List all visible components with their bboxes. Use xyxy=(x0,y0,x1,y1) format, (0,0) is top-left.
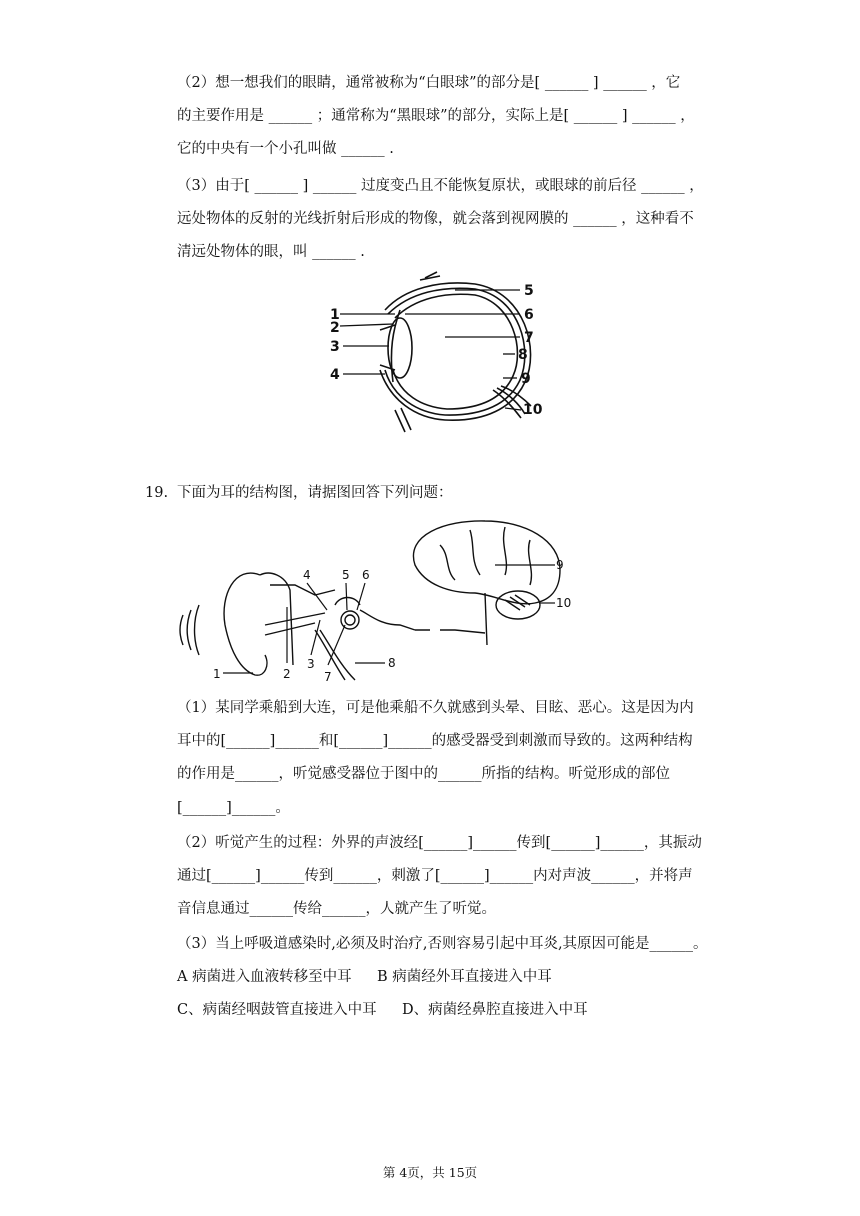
eye-label-1: 1 xyxy=(330,307,340,323)
ear-label-5: 5 xyxy=(342,568,350,582)
q19-p2-line-1: （2）听觉产生的过程：外界的声波经[______]______传到[______]______，其振动 xyxy=(177,835,702,851)
q19-option-c: C、病菌经咽鼓管直接进入中耳 xyxy=(177,1002,377,1018)
ear-label-9: 9 xyxy=(556,558,564,572)
ear-label-4: 4 xyxy=(303,568,311,582)
page-footer: 第 4页，共 15页 xyxy=(382,1165,478,1180)
eye-label-9: 9 xyxy=(521,371,531,387)
eye-label-3: 3 xyxy=(330,339,340,355)
ear-brain-diagram xyxy=(175,515,585,687)
eye-leader-lines xyxy=(340,290,521,410)
q19-option-d: D、病菌经鼻腔直接进入中耳 xyxy=(402,1002,588,1018)
ear-label-8: 8 xyxy=(388,656,396,670)
eye-label-6: 6 xyxy=(524,307,534,323)
ear-label-6: 6 xyxy=(362,568,370,582)
ear-structure xyxy=(224,573,415,680)
q19-p2-line-3: 音信息通过______传给______，人就产生了听觉。 xyxy=(177,901,496,917)
eye-label-5: 5 xyxy=(524,283,534,299)
q19-option-a: A 病菌进入血液转移至中耳 xyxy=(177,969,352,985)
q19-p2-line-2: 通过[______]______传到______，刺激了[______]______内对声波______，并将声 xyxy=(177,868,693,884)
brain-structure xyxy=(413,521,560,645)
q18-line-6: 清远处物体的眼，叫 ______ . xyxy=(177,244,365,260)
q18-line-2: 的主要作用是 ______ ；通常称为“黑眼球”的部分，实际上是[ ______ ] ______ ， xyxy=(177,108,695,124)
q19-p1-line-1: （1）某同学乘船到大连，可是他乘船不久就感到头晕、目眩、恶心。这是因为内 xyxy=(177,700,694,716)
q19-intro: 下面为耳的结构图，请据图回答下列问题： xyxy=(177,485,453,501)
q19-p1-line-2: 耳中的[______]______和[______]______的感受器受到刺激而导致的。这两种结构 xyxy=(177,733,693,749)
sound-waves xyxy=(180,605,199,655)
ear-label-7: 7 xyxy=(324,670,332,684)
q19-p1-line-3: 的作用是______，听觉感受器位于图中的______所指的结构。听觉形成的部位 xyxy=(177,766,670,782)
eye-label-8: 8 xyxy=(518,347,528,363)
q18-line-5: 远处物体的反射的光线折射后形成的物像，就会落到视网膜的 ______ ，这种看不 xyxy=(177,211,694,227)
eye-label-2: 2 xyxy=(330,320,340,336)
ear-label-2: 2 xyxy=(283,667,291,681)
q19-number: 19. xyxy=(145,485,169,501)
eye-label-4: 4 xyxy=(330,367,340,383)
eye-label-7: 7 xyxy=(524,330,534,346)
q19-p1-line-4: [______]______。 xyxy=(177,800,290,816)
q19-p3-line-1: （3）当上呼吸道感染时,必须及时治疗,否则容易引起中耳炎,其原因可能是______。 xyxy=(177,936,708,952)
q19-option-b: B 病菌经外耳直接进入中耳 xyxy=(377,969,552,985)
ear-label-3: 3 xyxy=(307,657,315,671)
q18-line-1: （2）想一想我们的眼睛，通常被称为“白眼球”的部分是[ ______ ] ______ ，它 xyxy=(177,75,681,91)
ear-label-10: 10 xyxy=(556,596,572,610)
q18-line-3: 它的中央有一个小孔叫做 ______ . xyxy=(177,141,394,157)
eye-diagram xyxy=(325,270,555,440)
eye-label-10: 10 xyxy=(523,402,543,418)
q18-line-4: （3）由于[ ______ ] ______ 过度变凸且不能恢复原状，或眼球的前后径 ______ ， xyxy=(177,178,704,194)
ear-label-1: 1 xyxy=(213,667,221,681)
